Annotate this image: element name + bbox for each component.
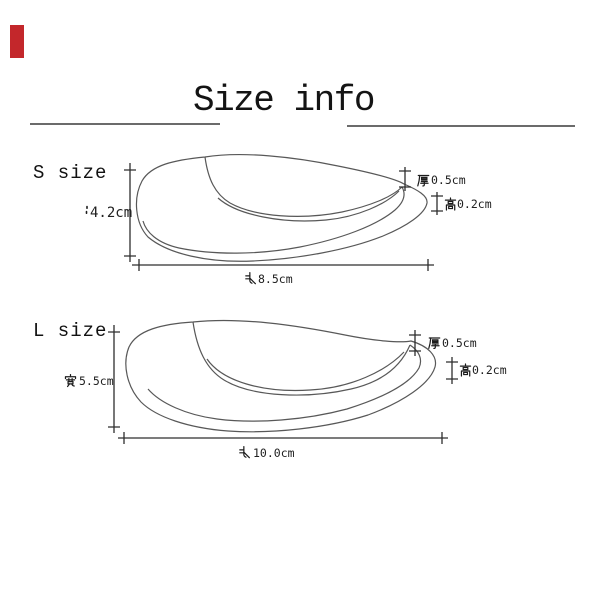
- s-height-cjk-gao: [445, 198, 455, 210]
- l-insole-outline: [126, 320, 436, 431]
- s-height-marker: [431, 192, 443, 215]
- l-height-marker: [446, 357, 458, 384]
- l-length-value: 10.0cm: [253, 446, 295, 460]
- l-height-value: 0.2cm: [472, 363, 507, 377]
- l-length-dimension-line: [118, 432, 448, 444]
- s-thickness-marker: [399, 167, 411, 191]
- l-size-label: L size: [33, 320, 108, 342]
- s-insole-drawing: [136, 155, 427, 262]
- s-width-value: 4.2cm: [90, 205, 133, 221]
- s-insole-outline: [136, 155, 427, 262]
- s-length-cjk-chang: [246, 273, 256, 284]
- l-length-cjk-chang: [240, 447, 250, 458]
- s-insole-inner-rim: [143, 187, 404, 253]
- l-width-value: 5.5cm: [79, 374, 114, 388]
- l-thickness-marker: [409, 330, 421, 356]
- l-insole-cup-upper: [193, 322, 410, 395]
- l-insole-inner-rim: [148, 345, 421, 421]
- s-length-dimension-line: [132, 259, 434, 271]
- s-width-cjk-clipped-remnant: [87, 207, 88, 214]
- s-thickness-cjk-hou: [418, 175, 429, 185]
- s-dimension-lines: [124, 163, 443, 271]
- s-cjk-glyphs: [87, 175, 456, 283]
- l-insole-cup-lower: [207, 352, 404, 390]
- l-width-cjk-kuan: [65, 375, 75, 387]
- title-underlines: [30, 124, 575, 126]
- s-height-value: 0.2cm: [457, 197, 492, 211]
- l-height-cjk-gao: [460, 364, 470, 376]
- s-size-label: S size: [33, 162, 108, 184]
- l-insole-drawing: [126, 320, 436, 431]
- page-title: Size info: [193, 80, 374, 121]
- l-thickness-cjk-hou: [429, 338, 440, 348]
- s-length-value: 8.5cm: [258, 272, 293, 286]
- s-thickness-value: 0.5cm: [431, 173, 466, 187]
- l-dimension-lines: [108, 325, 458, 444]
- l-thickness-value: 0.5cm: [442, 336, 477, 350]
